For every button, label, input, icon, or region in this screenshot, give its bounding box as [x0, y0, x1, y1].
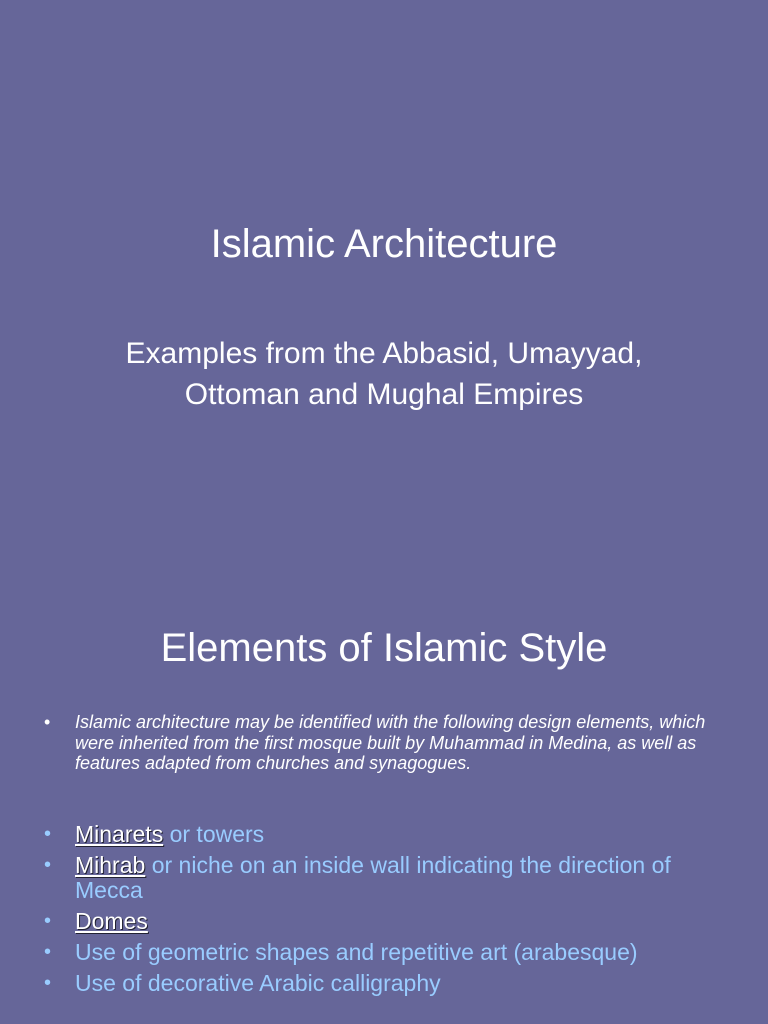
bullet-icon: • — [44, 910, 52, 932]
slide-subtitle: Examples from the Abbasid, Umayyad, Ottoman and Mughal Empires — [125, 337, 643, 411]
intro-bullet — [40, 712, 740, 774]
intro-row — [40, 712, 740, 774]
slide-elements — [0, 576, 768, 1024]
domes-link[interactable]: Domes — [75, 908, 148, 934]
bullet-icon: • — [44, 823, 52, 845]
intro-text: Islamic architecture may be identified with the following design elements, which were inherited from the first mosque built by Muhammad in Medina, as well as features adapted from churches and synagogues. — [75, 712, 706, 773]
feature-text: or towers — [163, 821, 265, 847]
minarets-link[interactable]: Minarets — [75, 821, 164, 847]
list-item-minarets — [40, 822, 740, 847]
feature-text: or niche on an inside wall indicating the direction of Mecca — [75, 852, 671, 903]
bullet-icon: • — [44, 712, 51, 732]
features-list — [40, 822, 740, 1002]
elements-heading: Elements of Islamic Style — [160, 626, 608, 670]
list-item-calligraphy — [40, 971, 740, 996]
mihrab-link[interactable]: Mihrab — [75, 852, 146, 878]
bullet-icon: • — [44, 941, 52, 963]
list-item-domes — [40, 909, 740, 934]
bullet-icon: • — [44, 972, 52, 994]
bullet-icon: • — [44, 854, 52, 876]
list-item-geometric — [40, 940, 740, 965]
list-item-mihrab — [40, 853, 740, 903]
feature-text: Use of decorative Arabic calligraphy — [75, 970, 441, 996]
slide-title-heading: Islamic Architecture — [210, 222, 558, 266]
feature-text: Use of geometric shapes and repetitive art (arabesque) — [75, 939, 638, 965]
